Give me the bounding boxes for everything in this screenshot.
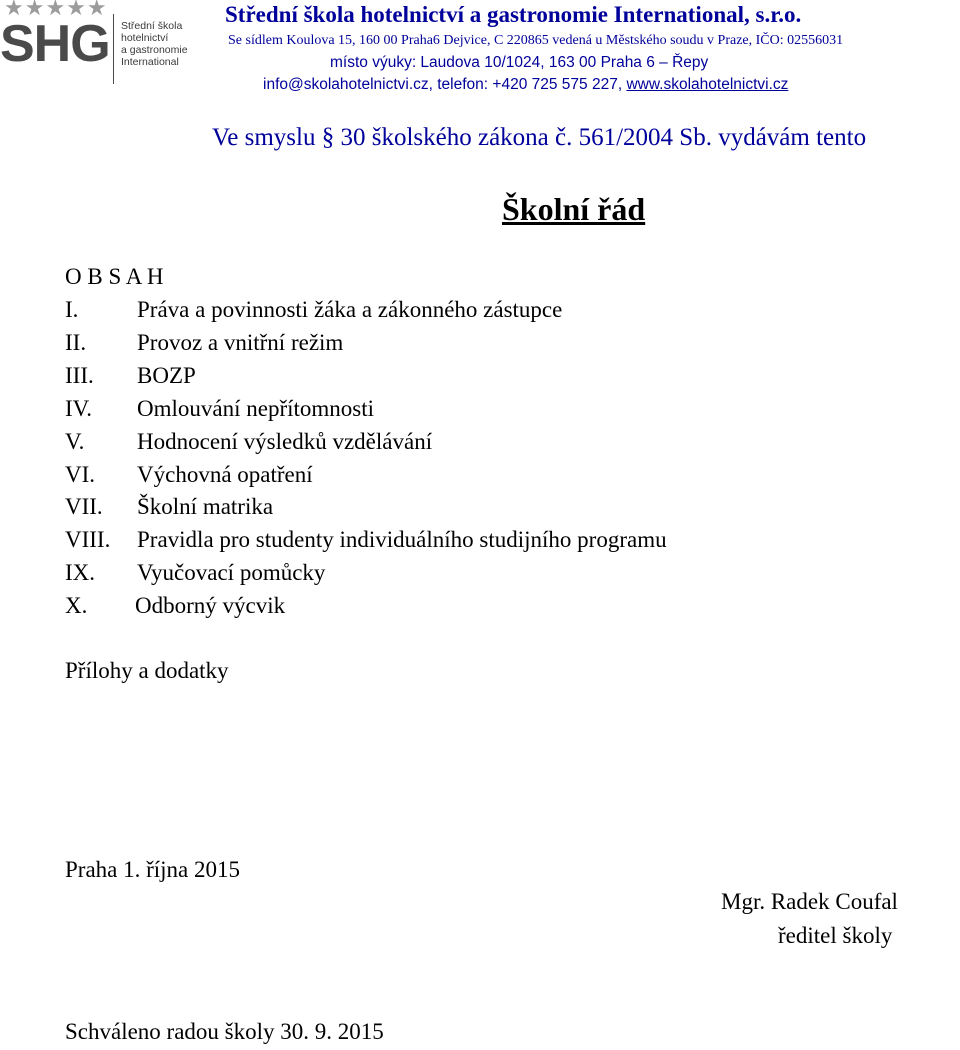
toc-item-number: IV. — [65, 395, 93, 421]
toc-item-number: X. — [65, 593, 88, 619]
toc-item-number: VII. — [65, 494, 103, 520]
place-and-date: Praha 1. října 2015 — [65, 857, 241, 882]
toc-item-label: Výchovná opatření — [137, 461, 313, 487]
toc-item-label: Vyučovací pomůcky — [137, 560, 326, 586]
attachments-heading: Přílohy a dodatky — [65, 658, 229, 683]
toc-item-label: Hodnocení výsledků vzdělávání — [137, 428, 433, 454]
toc-item-number: II. — [65, 329, 87, 355]
school-name: Střední škola hotelnictví a gastronomie International, s.r.o. — [225, 2, 802, 27]
logo-subtitle-line: hotelnictví — [121, 32, 169, 44]
school-logo — [0, 0, 205, 92]
logo-mark: SHG — [0, 15, 110, 73]
toc-item-label: Pravidla pro studenty individuálního studijního programu — [137, 527, 667, 553]
toc-item-label: Odborný výcvik — [135, 593, 286, 619]
intro-statement: Ve smyslu § 30 školského zákona č. 561/2004 Sb. vydávám tento — [212, 124, 867, 151]
toc-item-number: III. — [65, 362, 94, 388]
toc-item-label: Provoz a vnitřní režim — [137, 329, 344, 355]
logo-divider — [113, 14, 114, 84]
registered-office: Se sídlem Koulova 15, 160 00 Praha6 Dejvice, C 220865 vedená u Městského soudu v Praze, IČO: 02556031 — [228, 33, 844, 48]
approval-note: Schváleno radou školy 30. 9. 2015 — [65, 1019, 384, 1044]
signatory-name: Mgr. Radek Coufal — [721, 889, 898, 914]
signatory-role: ředitel školy — [778, 923, 893, 948]
toc-heading: O B S A H — [65, 264, 164, 289]
toc-item-number: V. — [65, 428, 85, 454]
logo-subtitle — [121, 20, 188, 68]
toc-item-number: VI. — [65, 461, 96, 487]
toc-item-number: I. — [65, 297, 79, 322]
website-link[interactable]: www.skolahotelnictvi.cz — [626, 76, 789, 93]
toc-item-label: BOZP — [137, 362, 196, 388]
logo-subtitle-line: a gastronomie — [121, 44, 188, 56]
toc-item-label: Práva a povinnosti žáka a zákonného zástupce — [137, 297, 563, 322]
toc-item-number: IX. — [65, 560, 96, 586]
document-title: Školní řád — [502, 191, 646, 227]
logo-subtitle-line: Střední škola — [121, 20, 183, 32]
contact-text: info@skolahotelnictvi.cz, telefon: +420 725 575 227, — [263, 76, 627, 93]
logo-subtitle-line: International — [121, 56, 179, 68]
toc-item-number: VIII. — [65, 527, 111, 553]
toc-item-label: Školní matrika — [137, 494, 274, 520]
teaching-location: místo výuky: Laudova 10/1024, 163 00 Praha 6 – Řepy — [330, 54, 709, 71]
rating-stars-icon: ★★★★★ — [4, 0, 108, 21]
contact-line — [263, 75, 788, 94]
toc-item-label: Omlouvání nepřítomnosti — [137, 395, 375, 421]
